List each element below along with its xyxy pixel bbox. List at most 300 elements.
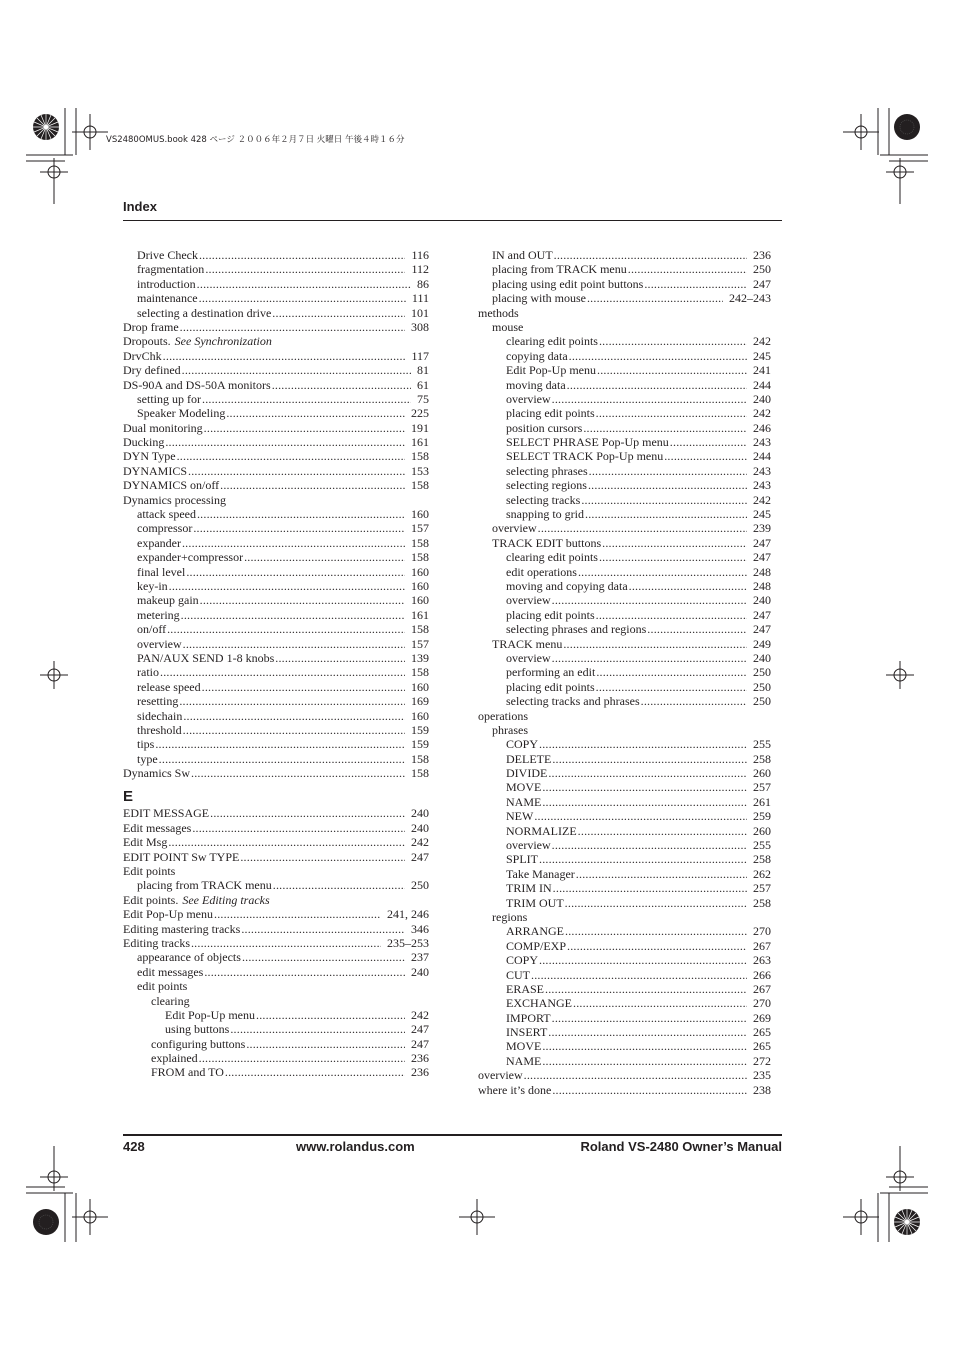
index-entry: [478, 593, 771, 607]
dot-leader: [167, 622, 405, 636]
index-entry-term: configuring buttons: [151, 1036, 246, 1051]
index-entry: [123, 521, 429, 535]
dot-leader: [275, 651, 405, 665]
dot-leader: [169, 579, 405, 593]
index-entry: [478, 910, 771, 924]
index-entry-page: 245: [753, 507, 771, 522]
dot-leader: [542, 780, 747, 794]
index-entry: [478, 665, 771, 679]
index-entry: [123, 864, 429, 878]
dot-leader: [542, 795, 747, 809]
dot-leader: [191, 936, 381, 950]
index-entry-term: type: [137, 751, 158, 766]
dot-leader: [588, 478, 747, 492]
index-entry-term: metering: [137, 607, 180, 622]
index-entry-page: 158: [411, 550, 429, 565]
index-entry-page: 158: [411, 665, 429, 680]
dot-leader: [670, 435, 747, 449]
dot-leader: [202, 680, 405, 694]
index-entry-term: SELECT TRACK Pop-Up menu: [506, 449, 664, 464]
dot-leader: [183, 709, 405, 723]
index-entry: [123, 464, 429, 478]
index-entry: [478, 637, 771, 651]
index-entry-term: on/off: [137, 622, 167, 637]
index-entry-term: ratio: [137, 665, 159, 680]
dot-leader: [181, 608, 405, 622]
index-entry: [478, 262, 771, 276]
index-entry-page: 242: [411, 835, 429, 850]
dot-leader: [599, 334, 747, 348]
index-entry-page: 240: [753, 650, 771, 665]
index-entry-term: Edit Pop-Up menu: [123, 907, 213, 922]
index-entry-page: 61: [417, 377, 429, 392]
index-entry-term: performing an edit: [506, 665, 596, 680]
footer-rule: [123, 1134, 782, 1136]
index-entry: [478, 968, 771, 982]
dot-leader: [160, 665, 405, 679]
dot-leader: [587, 291, 723, 305]
index-entry: [478, 694, 771, 708]
index-entry-page: 272: [753, 1053, 771, 1068]
dot-leader: [205, 262, 405, 276]
dot-leader: [565, 896, 747, 910]
index-entry-page: 240: [753, 593, 771, 608]
index-entry: [123, 478, 429, 492]
index-entry: [123, 694, 429, 708]
dot-leader: [569, 349, 747, 363]
index-entry-term: INSERT: [506, 1025, 548, 1040]
index-entry-term: COPY: [506, 737, 539, 752]
index-entry: [123, 979, 429, 993]
dot-leader: [155, 737, 405, 751]
index-entry-page: 248: [753, 578, 771, 593]
index-entry-term: using buttons: [165, 1022, 230, 1037]
index-entry-page: 242–243: [729, 291, 771, 306]
index-entry-term: copying data: [506, 348, 568, 363]
index-entry: [478, 579, 771, 593]
dot-leader: [552, 392, 747, 406]
index-entry: [478, 493, 771, 507]
dot-leader: [596, 665, 747, 679]
index-entry: [478, 565, 771, 579]
index-entry: [478, 435, 771, 449]
dot-leader: [199, 1051, 405, 1065]
index-entry: [123, 850, 429, 864]
index-entry-term: selecting tracks and phrases: [506, 694, 640, 709]
index-entry-page: 265: [753, 1025, 771, 1040]
dot-leader: [599, 550, 747, 564]
dot-leader: [644, 277, 747, 291]
index-entry: [478, 521, 771, 535]
index-entry: [123, 334, 429, 348]
index-entry: [123, 435, 429, 449]
dot-leader: [578, 824, 747, 838]
index-entry-term: DELETE: [506, 751, 552, 766]
index-entry-page: 241: [753, 363, 771, 378]
index-entry-term: Edit points.: [123, 892, 179, 907]
dot-leader: [225, 1065, 405, 1079]
index-entry-term: clearing edit points: [506, 334, 598, 349]
index-entry: [478, 838, 771, 852]
index-entry-term: EDIT MESSAGE: [123, 806, 210, 821]
index-entry-page: 247: [753, 535, 771, 550]
index-entry-term: overview: [492, 521, 537, 536]
index-entry: [478, 306, 771, 320]
index-entry-page: 257: [753, 780, 771, 795]
index-entry: [123, 593, 429, 607]
index-entry-page: 161: [411, 607, 429, 622]
index-entry: [478, 996, 771, 1010]
index-entry-term: PAN/AUX SEND 1-8 knobs: [137, 650, 275, 665]
index-entry-page: 245: [753, 348, 771, 363]
index-entry: [478, 1011, 771, 1025]
index-entry-term: Edit points: [123, 864, 176, 879]
index-entry-page: 238: [753, 1082, 771, 1097]
running-header-title: Index: [123, 199, 157, 214]
index-entry-page: 260: [753, 766, 771, 781]
index-entry-term: clearing: [151, 993, 190, 1008]
index-column-right: [478, 248, 771, 1097]
index-entry-term: attack speed: [137, 507, 196, 522]
index-entry-page: 258: [753, 852, 771, 867]
index-entry-term: placing from TRACK menu: [492, 262, 627, 277]
index-entry-term: Edit messages: [123, 820, 192, 835]
dot-leader: [256, 1008, 405, 1022]
manual-title: Roland VS-2480 Owner’s Manual: [580, 1139, 782, 1154]
dot-leader: [197, 277, 411, 291]
dot-leader: [548, 1025, 747, 1039]
index-entry: [478, 809, 771, 823]
index-entry: [478, 795, 771, 809]
index-entry-page: 244: [753, 449, 771, 464]
index-entry-term: placing with mouse: [492, 291, 586, 306]
index-entry-term: snapping to grid: [506, 507, 584, 522]
index-entry-term: SPLIT: [506, 852, 539, 867]
index-entry: [123, 320, 429, 334]
index-entry-term: SELECT PHRASE Pop-Up menu: [506, 435, 669, 450]
dot-leader: [165, 435, 405, 449]
index-entry: [478, 924, 771, 938]
index-entry: [478, 378, 771, 392]
dot-leader: [554, 248, 747, 262]
index-entry-page: 269: [753, 1010, 771, 1025]
index-entry: [123, 493, 429, 507]
index-entry: [123, 723, 429, 737]
index-entry: [478, 766, 771, 780]
dot-leader: [197, 507, 405, 521]
index-entry-page: 242: [753, 406, 771, 421]
index-entry-page: 242: [411, 1007, 429, 1022]
index-entry: [478, 752, 771, 766]
index-entry-term: edit points: [137, 979, 188, 994]
index-entry-term: makeup gain: [137, 593, 199, 608]
dot-leader: [552, 1083, 747, 1097]
index-entry-term: DS-90A and DS-50A monitors: [123, 377, 271, 392]
index-entry: [478, 1068, 771, 1082]
dot-leader: [545, 982, 747, 996]
index-entry-term: EDIT POINT Sw TYPE: [123, 849, 240, 864]
index-entry-term: Speaker Modeling: [137, 406, 226, 421]
index-entry-page: 243: [753, 463, 771, 478]
index-entry-page: 75: [417, 391, 429, 406]
index-entry: [478, 507, 771, 521]
index-entry: [123, 1022, 429, 1036]
index-entry-term: DrvChk: [123, 348, 162, 363]
index-entry-term: Drive Check: [137, 248, 198, 262]
index-entry-page: 153: [411, 463, 429, 478]
index-entry: [478, 320, 771, 334]
index-entry-term: Edit Pop-Up menu: [506, 363, 596, 378]
index-entry-page: 191: [411, 420, 429, 435]
index-entry-term: Ducking: [123, 435, 165, 450]
index-entry-term: threshold: [137, 722, 182, 737]
dot-leader: [539, 737, 747, 751]
index-entry-term: clearing edit points: [506, 550, 598, 565]
index-entry: [123, 907, 429, 921]
index-entry-page: 250: [753, 262, 771, 277]
index-entry: [123, 994, 429, 1008]
dot-leader: [565, 924, 747, 938]
dot-leader: [542, 1039, 747, 1053]
index-entry: [123, 835, 429, 849]
index-entry: [123, 277, 429, 291]
dot-leader: [573, 996, 747, 1010]
index-entry: [123, 709, 429, 723]
index-entry: [478, 608, 771, 622]
index-entry-page: 243: [753, 478, 771, 493]
index-entry: [123, 608, 429, 622]
index-entry-term: placing from TRACK menu: [137, 878, 272, 893]
index-entry-term: regions: [492, 909, 528, 924]
index-entry-page: 158: [411, 535, 429, 550]
index-entry: [123, 950, 429, 964]
dot-leader: [220, 478, 405, 492]
index-entry: [123, 579, 429, 593]
index-entry-page: 157: [411, 636, 429, 651]
index-entry-term: EXCHANGE: [506, 996, 572, 1011]
index-entry-page: 346: [411, 921, 429, 936]
dot-leader: [182, 363, 411, 377]
index-entry-page: 246: [753, 420, 771, 435]
index-entry-term: NAME: [506, 1053, 542, 1068]
index-entry-page: 240: [411, 964, 429, 979]
dot-leader: [188, 464, 405, 478]
index-entry-term: selecting phrases: [506, 463, 588, 478]
index-entry-term: NORMALIZE: [506, 823, 577, 838]
index-entry: [123, 536, 429, 550]
dot-leader: [168, 835, 405, 849]
index-entry: [478, 651, 771, 665]
index-letter-heading: E: [123, 788, 134, 806]
index-entry-page: 248: [753, 564, 771, 579]
dot-leader: [596, 406, 747, 420]
index-entry-page: 244: [753, 377, 771, 392]
dot-leader: [585, 507, 747, 521]
dot-leader: [183, 637, 405, 651]
index-entry-see-reference: See Editing tracks: [179, 892, 270, 907]
dot-leader: [191, 766, 405, 780]
index-entry-page: 258: [753, 751, 771, 766]
index-entry-page: 262: [753, 866, 771, 881]
index-entry: [123, 1065, 429, 1079]
dot-leader: [567, 378, 747, 392]
dot-leader: [273, 878, 405, 892]
dot-leader: [183, 723, 405, 737]
index-entry-page: 240: [411, 820, 429, 835]
index-entry-term: overview: [137, 636, 182, 651]
index-entry: [123, 737, 429, 751]
index-entry: [478, 982, 771, 996]
index-entry-term: moving and copying data: [506, 578, 628, 593]
index-entry-term: NEW: [506, 809, 534, 824]
index-entry-page: 270: [753, 924, 771, 939]
index-entry-term: setting up for: [137, 391, 201, 406]
index-entry-term: COPY: [506, 953, 539, 968]
index-entry: [478, 896, 771, 910]
print-slug-line: VS2480OMUS.book 428 ページ ２００６年２月７日 火曜日 午後４時１６分: [106, 135, 405, 145]
index-entry-page: 249: [753, 636, 771, 651]
index-entry: [123, 965, 429, 979]
index-entry-page: 160: [411, 679, 429, 694]
index-entry-see-reference: See Synchronization: [171, 334, 272, 349]
index-entry: [478, 277, 771, 291]
dot-leader: [531, 968, 747, 982]
index-entry-page: 225: [411, 406, 429, 421]
index-entry-page: 158: [411, 478, 429, 493]
index-entry: [123, 1037, 429, 1051]
dot-leader: [552, 651, 747, 665]
index-entry: [123, 291, 429, 305]
index-entry-term: explained: [151, 1051, 198, 1066]
dot-leader: [226, 406, 405, 420]
index-entry-term: Dynamics processing: [123, 492, 226, 507]
index-entry-page: 247: [753, 607, 771, 622]
index-column-left: [123, 248, 429, 1080]
index-entry-term: DIVIDE: [506, 766, 548, 781]
index-entry-term: overview: [478, 1068, 523, 1083]
dot-leader: [552, 593, 747, 607]
dot-leader: [664, 449, 747, 463]
index-entry-term: placing using edit point buttons: [492, 276, 644, 291]
index-entry: [478, 881, 771, 895]
index-entry-term: Edit Pop-Up menu: [165, 1007, 255, 1022]
index-entry-page: 240: [753, 391, 771, 406]
index-entry-term: introduction: [137, 276, 196, 291]
dot-leader: [272, 306, 405, 320]
index-entry: [123, 622, 429, 636]
index-entry-term: key-in: [137, 578, 168, 593]
index-entry-term: sidechain: [137, 708, 183, 723]
index-entry-page: 112: [411, 262, 429, 277]
index-entry: [123, 378, 429, 392]
index-entry-page: 266: [753, 967, 771, 982]
dot-leader: [576, 867, 747, 881]
index-entry-term: methods: [478, 305, 519, 320]
index-entry-page: 250: [753, 694, 771, 709]
dot-leader: [246, 1037, 405, 1051]
dot-leader: [542, 1054, 747, 1068]
index-entry-term: tips: [137, 737, 155, 752]
index-entry-term: appearance of objects: [137, 950, 241, 965]
dot-leader: [597, 363, 747, 377]
index-entry: [123, 262, 429, 276]
index-entry-term: TRACK EDIT buttons: [492, 535, 602, 550]
index-entry: [478, 248, 771, 262]
index-entry: [478, 1039, 771, 1053]
index-entry: [123, 248, 429, 262]
index-entry-term: position cursors: [506, 420, 583, 435]
index-entry: [478, 449, 771, 463]
index-entry-term: overview: [506, 650, 551, 665]
dot-leader: [163, 349, 406, 363]
index-entry-term: edit operations: [506, 564, 577, 579]
dot-leader: [204, 421, 405, 435]
index-entry-term: selecting a destination drive: [137, 305, 272, 320]
index-entry-term: maintenance: [137, 291, 198, 306]
index-entry-page: 259: [753, 809, 771, 824]
index-entry-page: 308: [411, 319, 429, 334]
index-entry: [478, 464, 771, 478]
index-entry: [478, 939, 771, 953]
index-entry-term: TRACK menu: [492, 636, 563, 651]
index-entry-page: 247: [753, 550, 771, 565]
dot-leader: [230, 1022, 405, 1036]
index-entry: [123, 565, 429, 579]
index-entry-term: Editing tracks: [123, 935, 190, 950]
index-entry-page: 235–253: [387, 935, 429, 950]
index-entry-term: compressor: [137, 521, 193, 536]
index-entry: [123, 550, 429, 564]
index-entry-page: 247: [753, 622, 771, 637]
dot-leader: [553, 881, 747, 895]
index-entry-page: 157: [411, 521, 429, 536]
dot-leader: [242, 950, 405, 964]
index-entry-term: placing edit points: [506, 406, 595, 421]
index-entry-page: 255: [753, 838, 771, 853]
index-entry-page: 158: [411, 449, 429, 464]
index-entry: [478, 1025, 771, 1039]
index-entry: [478, 1054, 771, 1068]
dot-leader: [647, 622, 747, 636]
index-entry-page: 247: [411, 1036, 429, 1051]
index-entry-page: 260: [753, 823, 771, 838]
index-entry-page: 237: [411, 950, 429, 965]
index-entry-page: 81: [417, 363, 429, 378]
dot-leader: [629, 579, 747, 593]
dot-leader: [583, 421, 747, 435]
index-entry: [478, 478, 771, 492]
index-entry-term: mouse: [492, 319, 524, 334]
index-entry-page: 241, 246: [387, 907, 429, 922]
index-entry-page: 158: [411, 622, 429, 637]
index-entry-term: IMPORT: [506, 1010, 551, 1025]
dot-leader: [581, 493, 747, 507]
index-entry: [123, 766, 429, 780]
index-entry: [123, 821, 429, 835]
index-entry-term: phrases: [492, 722, 528, 737]
index-entry: [123, 449, 429, 463]
dot-leader: [552, 838, 747, 852]
index-entry-term: overview: [506, 593, 551, 608]
index-entry-page: 161: [411, 435, 429, 450]
index-entry: [478, 737, 771, 751]
index-entry: [478, 334, 771, 348]
index-entry-page: 247: [411, 1022, 429, 1037]
index-entry-term: FROM and TO: [151, 1065, 224, 1080]
dot-leader: [578, 565, 747, 579]
header-rule: [123, 220, 782, 221]
index-entry-term: overview: [506, 838, 551, 853]
